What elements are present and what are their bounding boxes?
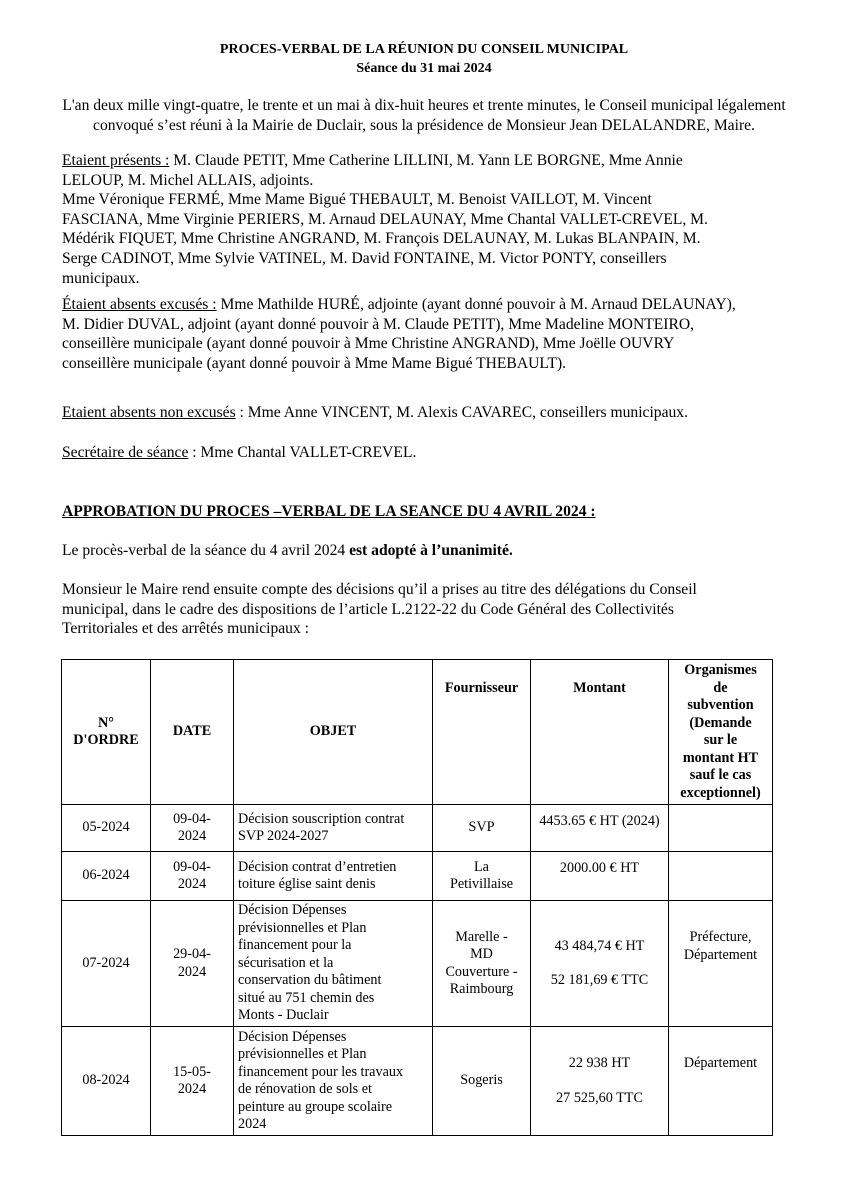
cell-fournisseur <box>433 852 531 901</box>
cell-organismes <box>669 805 773 852</box>
absents-non-excuses-label: Etaient absents non excusés <box>62 404 236 421</box>
cell-objet-line: Décision Dépenses <box>238 902 347 919</box>
cell-montant-line: 27 525,60 TTC <box>556 1089 643 1106</box>
absents-excuses-line: conseillère municipale (ayant donné pouvoir à Mme Mame Bigué THEBAULT). <box>62 354 567 372</box>
compte-rendu-paragraph <box>62 580 790 639</box>
presents-line: FASCIANA, Mme Virginie PERIERS, M. Arnaud DELAUNAY, Mme Chantal VALLET-CREVEL, M. <box>62 210 708 228</box>
cell-objet-line: toiture église saint denis <box>238 876 376 892</box>
cell-fournisseur-line: SVP <box>468 819 495 836</box>
cell-fournisseur-line: Petivillaise <box>449 876 514 892</box>
presents-line: LELOUP, M. Michel ALLAIS, adjoints. <box>62 171 314 189</box>
header-organismes-line: subvention <box>687 697 754 713</box>
cell-organismes <box>669 901 773 1027</box>
cell-objet <box>234 1027 433 1136</box>
approbation-paragraph <box>62 541 790 561</box>
presents-line: Mme Véronique FERMÉ, Mme Mame Bigué THEBAULT, M. Benoist VAILLOT, M. Vincent <box>62 191 652 209</box>
header-date: DATE <box>151 660 234 805</box>
decisions-table <box>61 659 773 1136</box>
cell-numero: 07-2024 <box>62 901 151 1027</box>
document-subtitle: Séance du 31 mai 2024 <box>356 61 492 76</box>
header-objet: OBJET <box>234 660 433 805</box>
compte-rendu-line: Territoriales et des arrêtés municipaux : <box>62 620 310 638</box>
presents-line: municipaux. <box>62 269 140 287</box>
cell-fournisseur-line: Couverture - <box>445 963 518 980</box>
cell-objet-line: Décision contrat d’entretien <box>238 858 397 875</box>
cell-objet <box>234 852 433 901</box>
header-organismes-line: montant HT <box>682 749 759 766</box>
cell-objet-line: situé au 751 chemin des <box>238 989 375 1006</box>
cell-objet-line: sécurisation et la <box>238 954 334 971</box>
cell-organismes <box>669 852 773 901</box>
cell-objet-line: 2024 <box>238 1116 267 1132</box>
cell-objet <box>234 901 433 1027</box>
cell-date-line: 09-04- <box>173 858 211 875</box>
table-row <box>62 1027 773 1136</box>
cell-date <box>151 1027 234 1136</box>
cell-numero: 05-2024 <box>62 805 151 852</box>
intro-line: L'an deux mille vingt-quatre, le trente et un mai à dix-huit heures et trente minutes, le Conseil municipal légalement <box>62 97 786 114</box>
cell-montant-line: 22 938 HT <box>568 1055 631 1071</box>
presents-label: Etaient présents : <box>62 152 170 169</box>
table-row <box>62 901 773 1027</box>
cell-organismes-line: Département <box>683 946 758 963</box>
absents-non-excuses-text: : Mme Anne VINCENT, M. Alexis CAVAREC, conseillers municipaux. <box>235 404 689 421</box>
cell-objet-line: SVP 2024-2027 <box>238 828 329 844</box>
absents-excuses-line: M. Didier DUVAL, adjoint (ayant donné pouvoir à M. Claude PETIT), Mme Madeline MONTEIRO, <box>62 315 695 333</box>
approbation-text: Le procès-verbal de la séance du 4 avril 2024 <box>62 542 350 559</box>
cell-date <box>151 805 234 852</box>
absents-non-excuses-paragraph <box>62 403 790 423</box>
cell-spacer <box>535 955 664 972</box>
cell-date-line: 09-04- <box>173 810 211 827</box>
cell-date <box>151 901 234 1027</box>
cell-objet-line: peinture au groupe scolaire <box>238 1098 393 1115</box>
cell-date-line: 15-05- <box>173 1063 211 1080</box>
table-row <box>62 805 773 852</box>
approbation-result: est adopté à l’unanimité. <box>349 542 513 559</box>
cell-objet-line: financement pour les travaux <box>238 1063 404 1080</box>
header-organismes-line: (Demande <box>689 714 752 731</box>
cell-montant <box>531 1027 669 1136</box>
secretaire-label: Secrétaire de séance <box>62 444 189 461</box>
cell-date-line: 2024 <box>177 1081 207 1097</box>
header-organismes-line: Organismes <box>684 662 757 678</box>
cell-date-line: 2024 <box>177 828 207 844</box>
header-organismes-line: sur le <box>703 732 738 748</box>
header-organismes-line: exceptionnel) <box>680 784 761 801</box>
cell-fournisseur-line: Marelle - <box>455 928 508 945</box>
absents-excuses-text: Mme Mathilde HURÉ, adjointe (ayant donné pouvoir à M. Arnaud DELAUNAY), <box>216 296 736 313</box>
cell-date-line: 2024 <box>177 876 207 892</box>
cell-fournisseur <box>433 1027 531 1136</box>
cell-fournisseur-line: Raimbourg <box>449 981 514 997</box>
cell-objet-line: conservation du bâtiment <box>238 972 382 989</box>
header-numero-line: D'ORDRE <box>73 732 139 748</box>
cell-fournisseur <box>433 901 531 1027</box>
cell-objet-line: de rénovation de sols et <box>238 1081 372 1097</box>
cell-organismes-line: Département <box>683 1055 758 1071</box>
intro-paragraph <box>40 96 808 135</box>
intro-line: convoqué s’est réuni à la Mairie de Duclair, sous la présidence de Monsieur Jean DELALANDRE, Maire. <box>93 116 755 134</box>
compte-rendu-line: Monsieur le Maire rend ensuite compte des décisions qu’il a prises au titre des délégations du Conseil <box>62 581 697 598</box>
cell-objet-line: prévisionnelles et Plan <box>238 919 367 936</box>
cell-spacer <box>535 1073 664 1090</box>
header-organismes <box>669 660 773 805</box>
absents-excuses-paragraph <box>62 295 790 373</box>
presents-line: Serge CADINOT, Mme Sylvie VATINEL, M. David FONTAINE, M. Victor PONTY, conseillers <box>62 249 667 267</box>
header-organismes-line: de <box>713 679 728 696</box>
cell-numero: 06-2024 <box>62 852 151 901</box>
header-numero-line: N° <box>98 714 114 731</box>
table-header-row <box>62 660 773 805</box>
cell-organismes-line: Préfecture, <box>689 929 752 945</box>
cell-montant <box>531 901 669 1027</box>
cell-fournisseur-line: La <box>474 858 489 875</box>
document-title: PROCES-VERBAL DE LA RÉUNION DU CONSEIL MUNICIPAL <box>219 42 629 57</box>
presents-line: Médérik FIQUET, Mme Christine ANGRAND, M. François DELAUNAY, M. Lukas BLANPAIN, M. <box>62 230 701 248</box>
cell-objet-line: Décision souscription contrat <box>238 810 405 827</box>
cell-objet-line: Monts - Duclair <box>238 1007 329 1024</box>
header-montant: Montant <box>531 660 669 805</box>
cell-objet-line: Décision Dépenses <box>238 1028 347 1045</box>
secretaire-text: : Mme Chantal VALLET-CREVEL. <box>188 444 417 461</box>
approbation-heading: APPROBATION DU PROCES –VERBAL DE LA SEANCE DU 4 AVRIL 2024 : <box>62 503 596 520</box>
cell-objet-line: prévisionnelles et Plan <box>238 1046 367 1062</box>
cell-fournisseur-line: MD <box>470 946 493 962</box>
cell-organismes <box>669 1027 773 1136</box>
compte-rendu-line: municipal, dans le cadre des dispositions de l’article L.2122-22 du Code Général des Collectivités <box>62 600 674 618</box>
cell-fournisseur <box>433 805 531 852</box>
header-organismes-line: sauf le cas <box>689 767 752 783</box>
absents-excuses-line: conseillère municipale (ayant donné pouvoir à Mme Christine ANGRAND), Mme Joëlle OUVRY <box>62 335 675 353</box>
cell-montant <box>531 852 669 901</box>
cell-date <box>151 852 234 901</box>
cell-montant-line: 43 484,74 € HT <box>554 937 645 954</box>
cell-objet <box>234 805 433 852</box>
cell-date-line: 2024 <box>177 963 207 980</box>
cell-montant-line: 2000.00 € HT <box>559 860 640 876</box>
cell-date-line: 29-04- <box>173 946 211 962</box>
cell-numero: 08-2024 <box>62 1027 151 1136</box>
presents-text: M. Claude PETIT, Mme Catherine LILLINI, M. Yann LE BORGNE, Mme Annie <box>169 152 683 169</box>
table-row <box>62 852 773 901</box>
header-numero <box>62 660 151 805</box>
header-fournisseur: Fournisseur <box>433 660 531 805</box>
cell-montant <box>531 805 669 852</box>
cell-montant-line: 4453.65 € HT (2024) <box>539 813 660 829</box>
absents-excuses-label: Étaient absents excusés : <box>62 296 217 313</box>
cell-fournisseur-line: Sogeris <box>460 1072 503 1089</box>
presents-paragraph <box>62 151 790 288</box>
cell-objet-line: financement pour la <box>238 937 352 954</box>
secretaire-paragraph <box>62 443 790 463</box>
cell-montant-line: 52 181,69 € TTC <box>550 972 649 988</box>
